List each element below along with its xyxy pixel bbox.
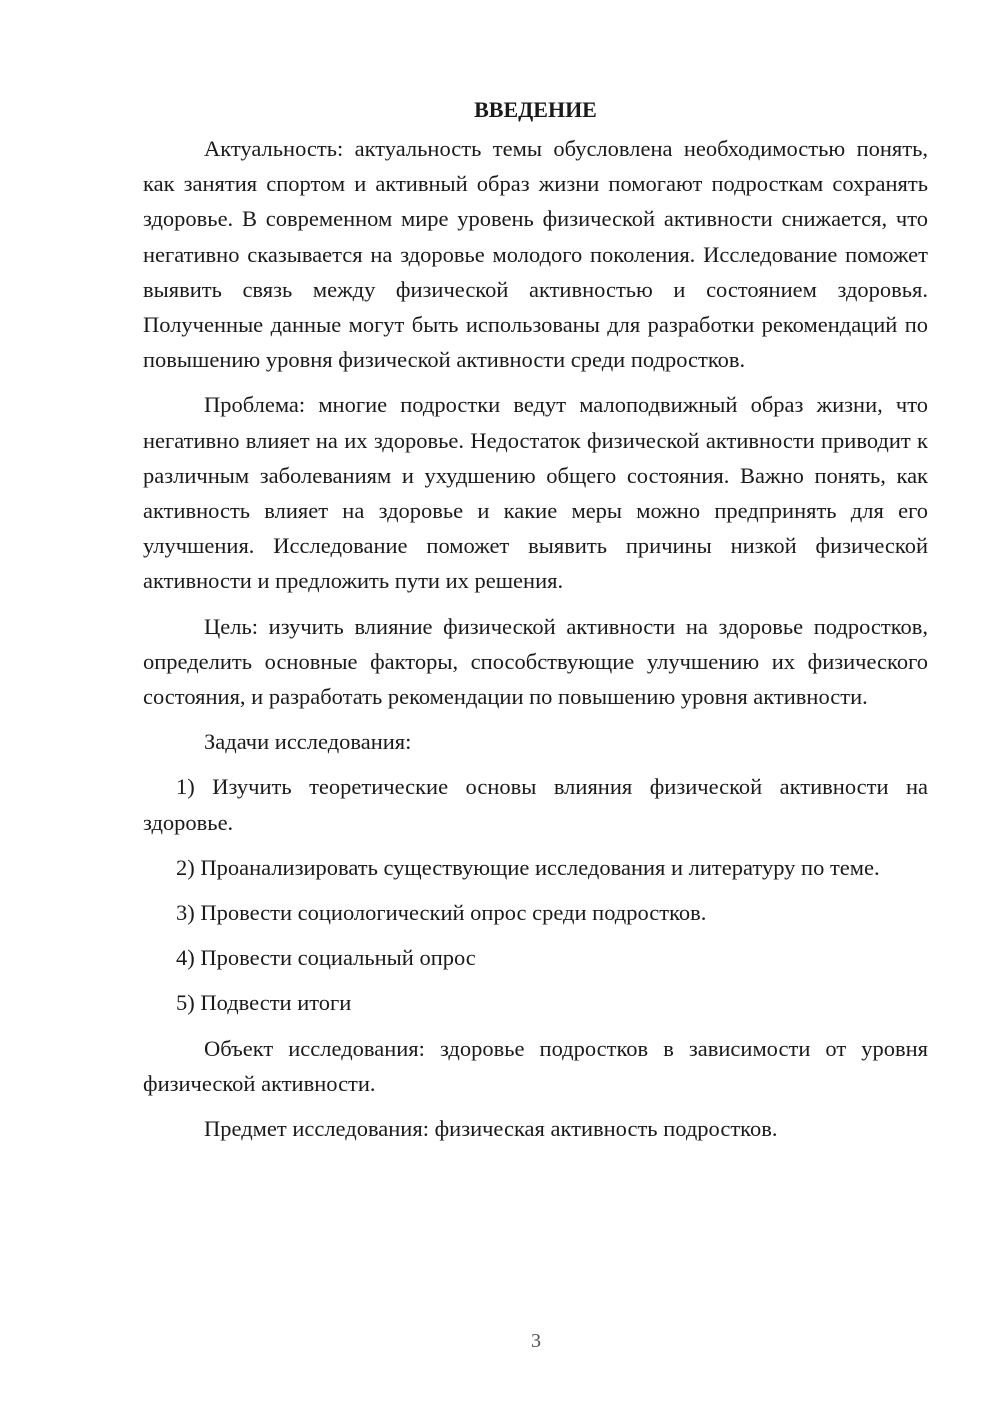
task-item-4: 4) Провести социальный опрос xyxy=(176,945,476,971)
tasks-intro: Задачи исследования: xyxy=(204,729,412,755)
relevance-paragraph: Актуальность: актуальность темы обусловлена необходимостью понять, как занятия спортом и активный образ жизни помогают подросткам сохранять здоровье. В современном мире уровень физической активности снижается, что негативно сказывается на здоровье молодого поколения. Исследование поможет выявить связь между физической активностью и состоянием здоровья. Полученные данные могут быть использованы для разработки рекомендаций по повышению уровня физической активности среди подростков. xyxy=(143,136,928,373)
document-body xyxy=(143,92,928,1156)
goal-paragraph: Цель: изучить влияние физической активности на здоровье подростков, определить основные факторы, способствующие улучшению их физического состояния, и разработать рекомендации по повышению уровня активности. xyxy=(143,613,928,710)
task-item-1: 1) Изучить теоретические основы влияния физической активности на здоровье. xyxy=(143,774,928,835)
section-heading: ВВЕДЕНИЕ xyxy=(474,97,597,122)
subject-paragraph: Предмет исследования: физическая активность подростков. xyxy=(204,1116,778,1142)
task-item-3: 3) Провести социологический опрос среди подростков. xyxy=(176,900,707,926)
object-paragraph: Объект исследования: здоровье подростков в зависимости от уровня физической активности. xyxy=(143,1035,928,1096)
page-number: 3 xyxy=(531,1330,541,1352)
problem-paragraph: Проблема: многие подростки ведут малоподвижный образ жизни, что негативно влияет на их здоровье. Недостаток физической активности приводит к различным заболеваниям и ухудшению общего состояния. Важно понять, как активность влияет на здоровье и какие меры можно предпринять для его улучшения. Исследование поможет выявить причины низкой физической активности и предложить пути их решения. xyxy=(143,392,928,594)
task-item-5: 5) Подвести итоги xyxy=(176,990,352,1016)
task-item-2: 2) Проанализировать существующие исследования и литературу по теме. xyxy=(176,854,880,880)
